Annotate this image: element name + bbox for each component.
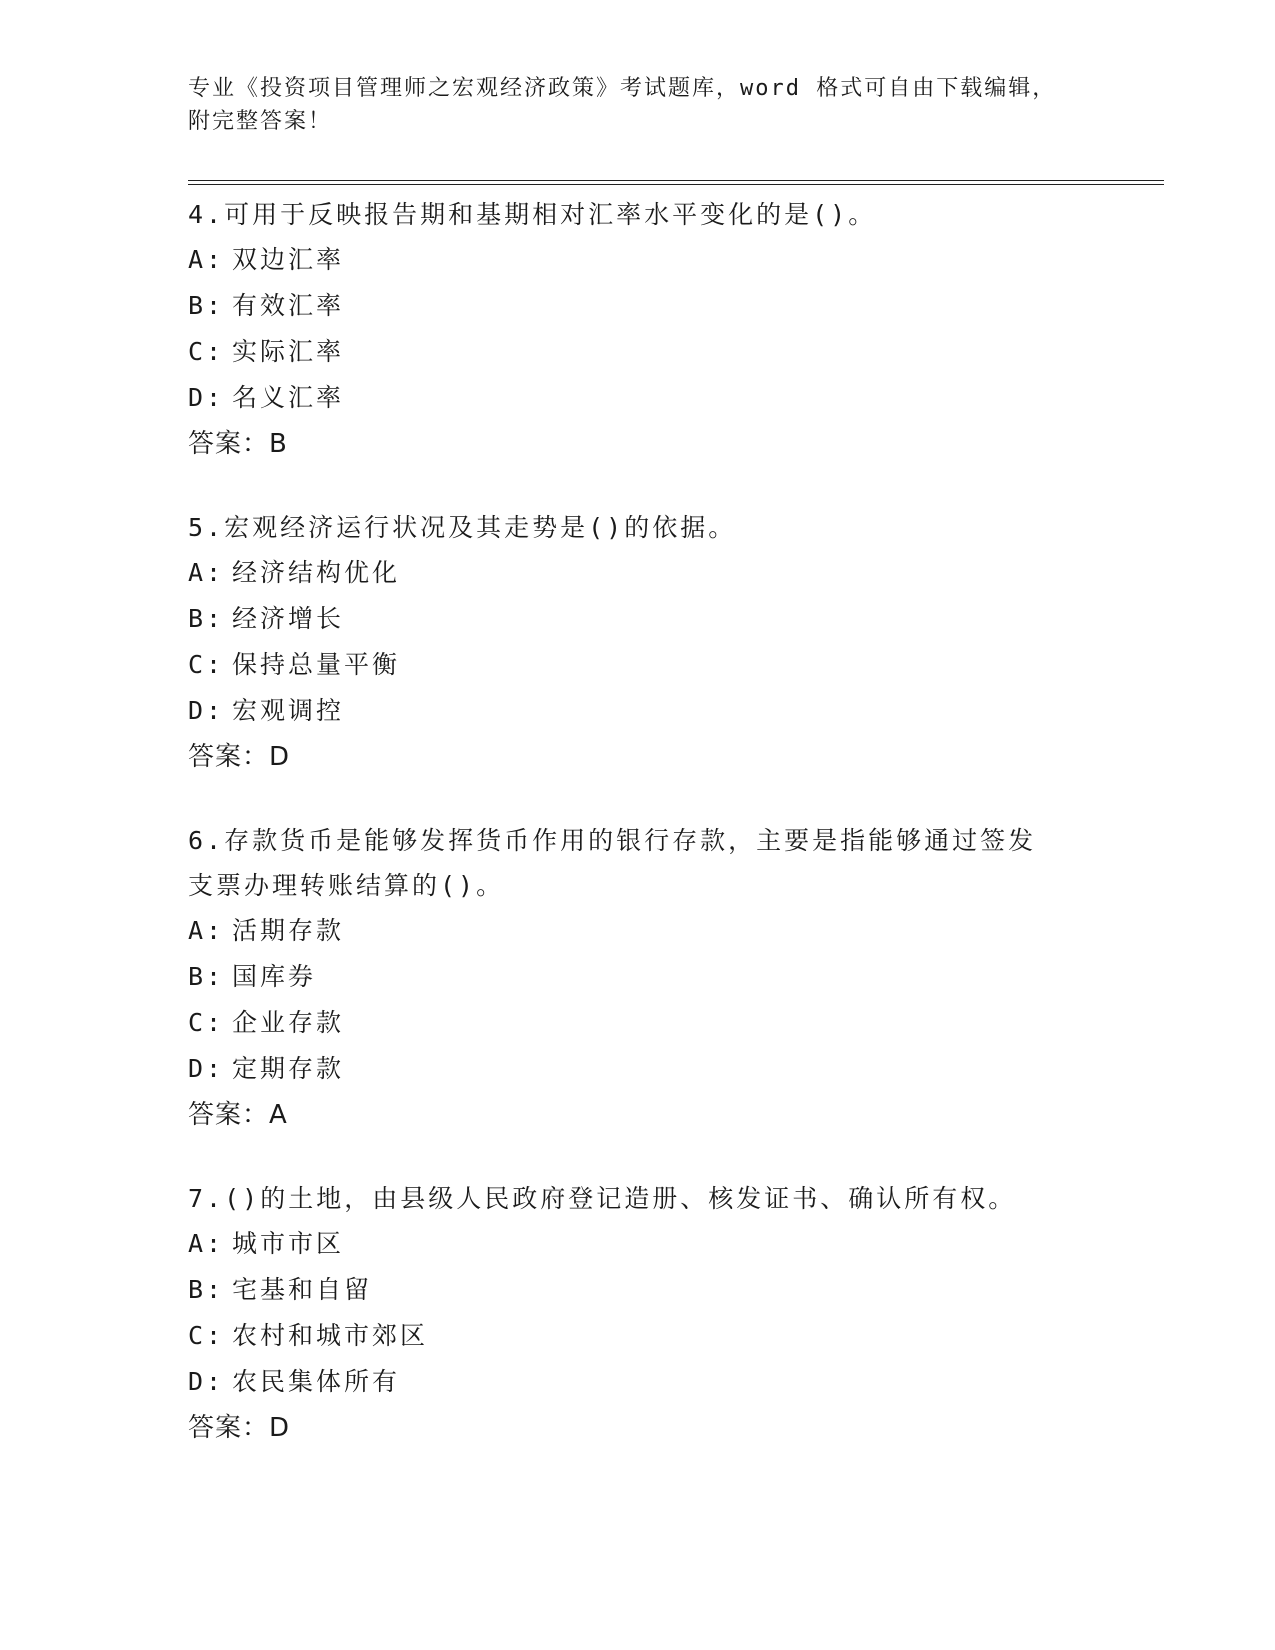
option-c — [188, 1000, 1088, 1046]
header-divider — [188, 180, 1164, 185]
stem-line: 支票办理转账结算的()。 — [188, 871, 505, 900]
option-text: 经济结构优化 — [232, 558, 401, 587]
option-d — [188, 375, 1088, 421]
option-a — [188, 237, 1088, 283]
option-a — [188, 550, 1088, 596]
option-key: A: — [188, 916, 225, 945]
header-line-2: 附完整答案！ — [188, 109, 333, 134]
stem-line: 6.存款货币是能够发挥货币作用的银行存款，主要是指能够通过签发 — [188, 826, 1037, 855]
option-a — [188, 908, 1088, 954]
question-stem — [188, 505, 1088, 550]
option-d — [188, 1359, 1088, 1405]
option-text: 定期存款 — [232, 1054, 345, 1083]
option-key: B: — [188, 604, 225, 633]
option-key: C: — [188, 337, 225, 366]
option-key: A: — [188, 1229, 225, 1258]
option-key: D: — [188, 1054, 225, 1083]
option-key: B: — [188, 291, 225, 320]
option-b — [188, 1267, 1088, 1313]
option-key: A: — [188, 558, 225, 587]
option-key: B: — [188, 962, 225, 991]
stem-line: 7.()的土地，由县级人民政府登记造册、核发证书、确认所有权。 — [188, 1184, 1017, 1213]
option-c — [188, 1313, 1088, 1359]
option-text: 城市市区 — [232, 1229, 345, 1258]
question-stem — [188, 1176, 1088, 1221]
stem-line: 5.宏观经济运行状况及其走势是()的依据。 — [188, 513, 737, 542]
option-c — [188, 329, 1088, 375]
answer-label: 答案：D — [188, 742, 291, 772]
answer-label: 答案：B — [188, 429, 288, 459]
question-7 — [188, 1176, 1088, 1451]
header-line-1: 专业《投资项目管理师之宏观经济政策》考试题库，word 格式可自由下载编辑， — [188, 76, 1057, 101]
option-text: 国库券 — [232, 962, 317, 991]
question-5 — [188, 505, 1088, 780]
option-text: 保持总量平衡 — [232, 650, 401, 679]
option-text: 宅基和自留 — [232, 1275, 373, 1304]
question-4 — [188, 192, 1088, 467]
option-a — [188, 1221, 1088, 1267]
option-b — [188, 596, 1088, 642]
option-text: 实际汇率 — [232, 337, 345, 366]
option-text: 名义汇率 — [232, 383, 345, 412]
option-text: 农村和城市郊区 — [232, 1321, 429, 1350]
option-key: D: — [188, 1367, 225, 1396]
option-key: C: — [188, 1008, 225, 1037]
option-key: C: — [188, 650, 225, 679]
option-text: 活期存款 — [232, 916, 345, 945]
option-c — [188, 642, 1088, 688]
option-text: 宏观调控 — [232, 696, 345, 725]
option-key: D: — [188, 383, 225, 412]
option-key: D: — [188, 696, 225, 725]
option-text: 双边汇率 — [232, 245, 345, 274]
option-key: B: — [188, 1275, 225, 1304]
answer-label: 答案：D — [188, 1413, 291, 1443]
option-b — [188, 954, 1088, 1000]
question-list — [188, 192, 1088, 1489]
option-text: 经济增长 — [232, 604, 345, 633]
option-text: 有效汇率 — [232, 291, 345, 320]
option-text: 农民集体所有 — [232, 1367, 401, 1396]
option-key: C: — [188, 1321, 225, 1350]
question-stem — [188, 818, 1088, 908]
option-key: A: — [188, 245, 225, 274]
option-b — [188, 283, 1088, 329]
answer-label: 答案：A — [188, 1100, 288, 1130]
option-d — [188, 1046, 1088, 1092]
question-6 — [188, 818, 1088, 1138]
document-header — [188, 72, 1088, 138]
question-stem — [188, 192, 1088, 237]
option-text: 企业存款 — [232, 1008, 345, 1037]
stem-line: 4.可用于反映报告期和基期相对汇率水平变化的是()。 — [188, 200, 877, 229]
option-d — [188, 688, 1088, 734]
